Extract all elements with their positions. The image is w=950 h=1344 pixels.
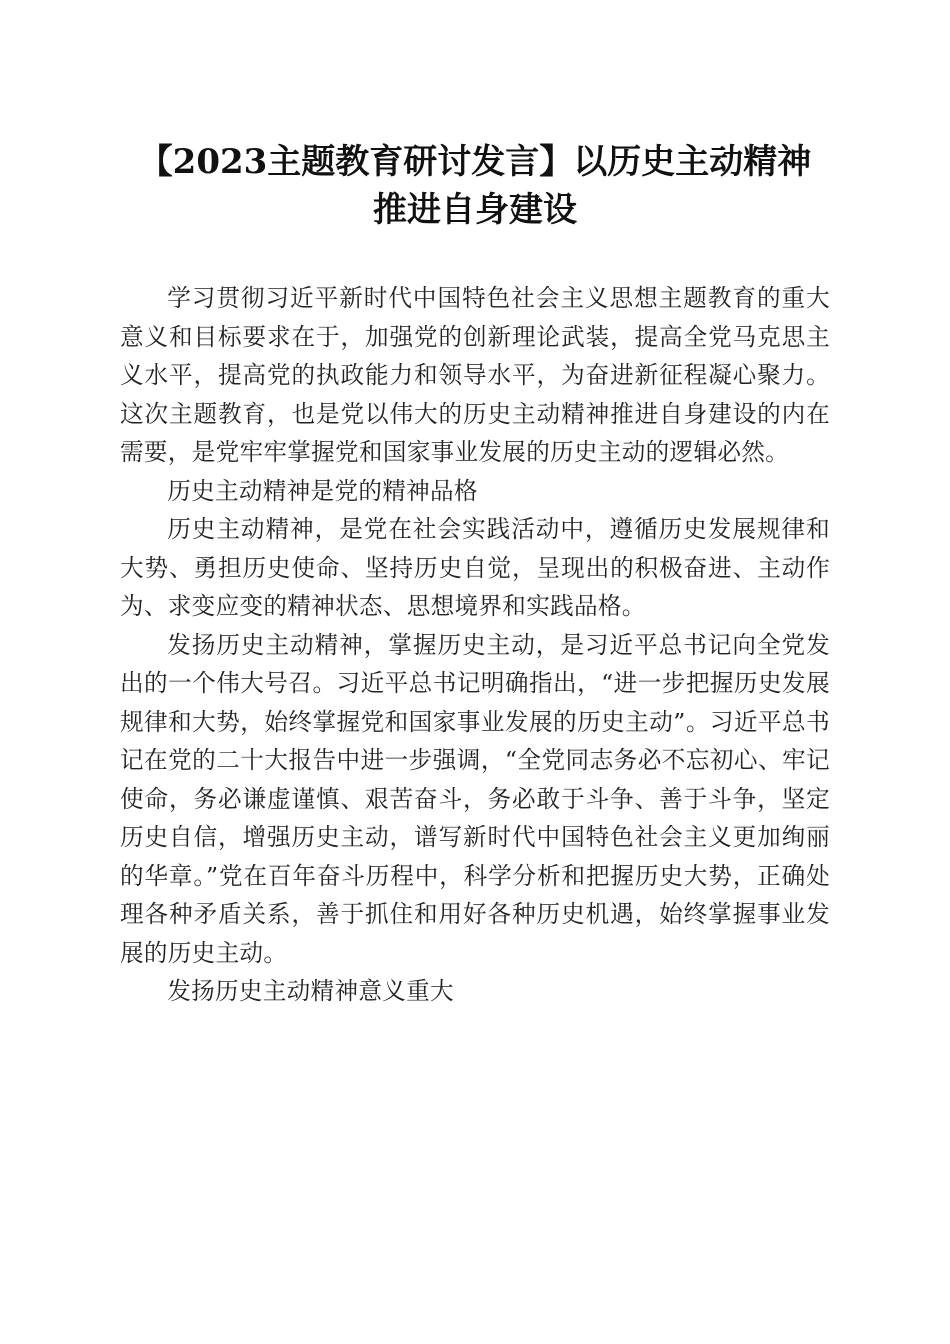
paragraph-call: 发扬历史主动精神，掌握历史主动，是习近平总书记向全党发出的一个伟大号召。习近平总书记明确指出，“进一步把握历史发展规律和大势，始终掌握党和国家事业发展的历史主动”。习近平总书记在党的二十大报告中进一步强调，“全党同志务必不忘初心、牢记使命，务必谦虚谨慎、艰苦奋斗，务必敢于斗争、善于斗争，坚定历史自信，增强历史主动，谱写新时代中国特色社会主义更加绚丽的华章。”党在百年奋斗历程中，科学分析和把握历史大势，正确处理各种矛盾关系，善于抓住和用好各种历史机遇，始终掌握事业发展的历史主动。 (120, 630, 830, 967)
section-heading-1: 历史主动精神是党的精神品格 (167, 476, 478, 505)
document-title (100, 138, 850, 234)
document-body (120, 279, 830, 1011)
title-line-1: 【2023主题教育研讨发言】以历史主动精神 (138, 142, 812, 182)
paragraph-intro: 学习贯彻习近平新时代中国特色社会主义思想主题教育的重大意义和目标要求在于，加强党的创新理论武装，提高全党马克思主义水平，提高党的执政能力和领导水平，为奋进新征程凝心聚力。这次主题教育，也是党以伟大的历史主动精神推进自身建设的内在需要，是党牢牢掌握党和国家事业发展的历史主动的逻辑必然。 (120, 284, 830, 466)
section-heading-2: 发扬历史主动精神意义重大 (167, 977, 454, 1005)
title-line-2: 推进自身建设 (373, 190, 577, 230)
paragraph-definition: 历史主动精神，是党在社会实践活动中，遵循历史发展规律和大势、勇担历史使命、坚持历史自觉，呈现出的积极奋进、主动作为、求变应变的精神状态、思想境界和实践品格。 (120, 515, 830, 620)
